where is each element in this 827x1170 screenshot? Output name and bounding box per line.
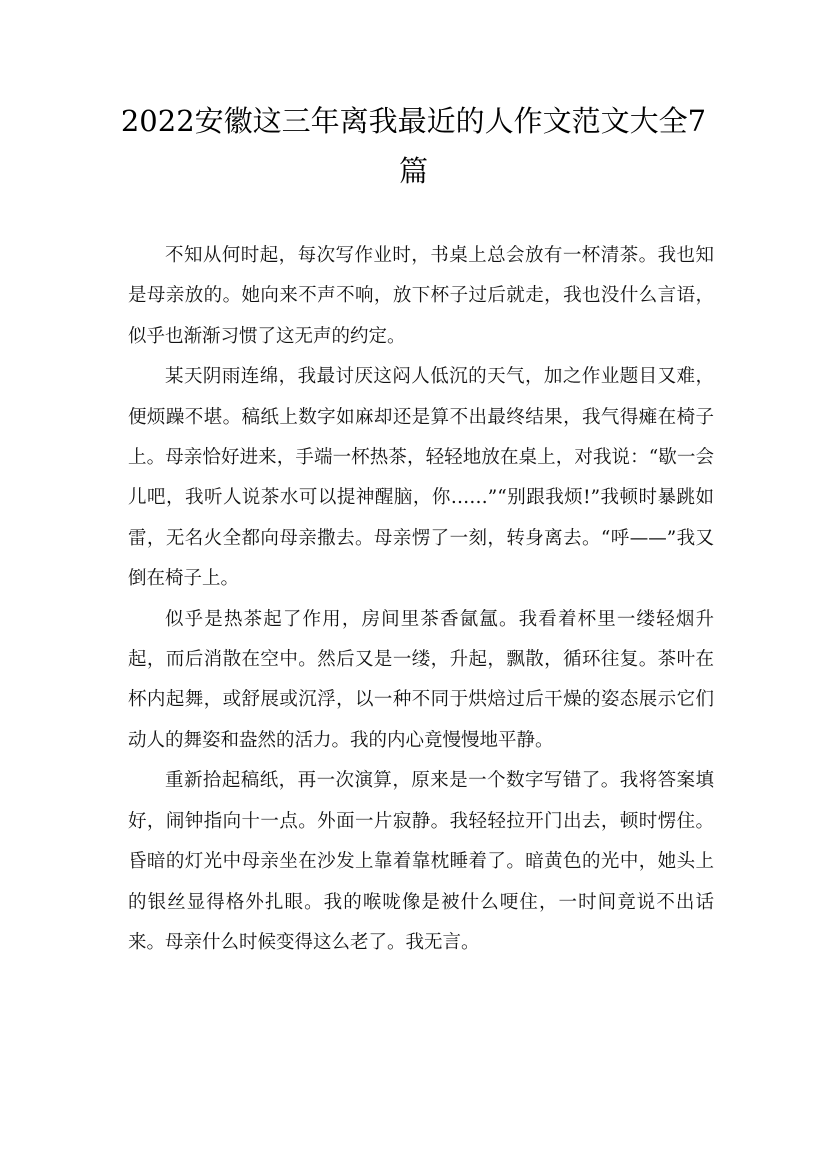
paragraph: 不知从何时起，每次写作业时，书桌上总会放有一杯清茶。我也知是母亲放的。她向来不声不响，放下杯子过后就走，我也没什么言语，似乎也渐渐习惯了这无声的约定。 bbox=[128, 245, 714, 347]
paragraph: 重新拾起稿纸，再一次演算，原来是一个数字写错了。我将答案填好，闹钟指向十一点。外面一片寂静。我轻轻拉开门出去，顿时愣住。昏暗的灯光中母亲坐在沙发上靠着靠枕睡着了。暗黄色的光中，她头上的银丝显得格外扎眼。我的喉咙像是被什么哽住，一时间竟说不出话来。母亲什么时候变得这么老了。我无言。 bbox=[128, 770, 714, 953]
document-body bbox=[128, 236, 714, 963]
paragraph: 某天阴雨连绵，我最讨厌这闷人低沉的天气，加之作业题目又难，便烦躁不堪。稿纸上数字如麻却还是算不出最终结果，我气得瘫在椅子上。母亲恰好进来，手端一杯热茶，轻轻地放在桌上，对我说：“歇一会儿吧，我听人说茶水可以提神醒脑，你……”“别跟我烦!”我顿时暴跳如雷，无名火全都向母亲撒去。母亲愣了一刻，转身离去。“呼——”我又倒在椅子上。 bbox=[128, 366, 714, 590]
document-title: 2022安徽这三年离我最近的人作文范文大全7篇 bbox=[120, 104, 707, 188]
paragraph: 似乎是热茶起了作用，房间里茶香氤氲。我看着杯里一缕轻烟升起，而后消散在空中。然后又是一缕，升起，飘散，循环往复。茶叶在杯内起舞，或舒展或沉浮，以一种不同于烘焙过后干燥的姿态展示它们动人的舞姿和盎然的活力。我的内心竟慢慢地平静。 bbox=[128, 608, 714, 751]
